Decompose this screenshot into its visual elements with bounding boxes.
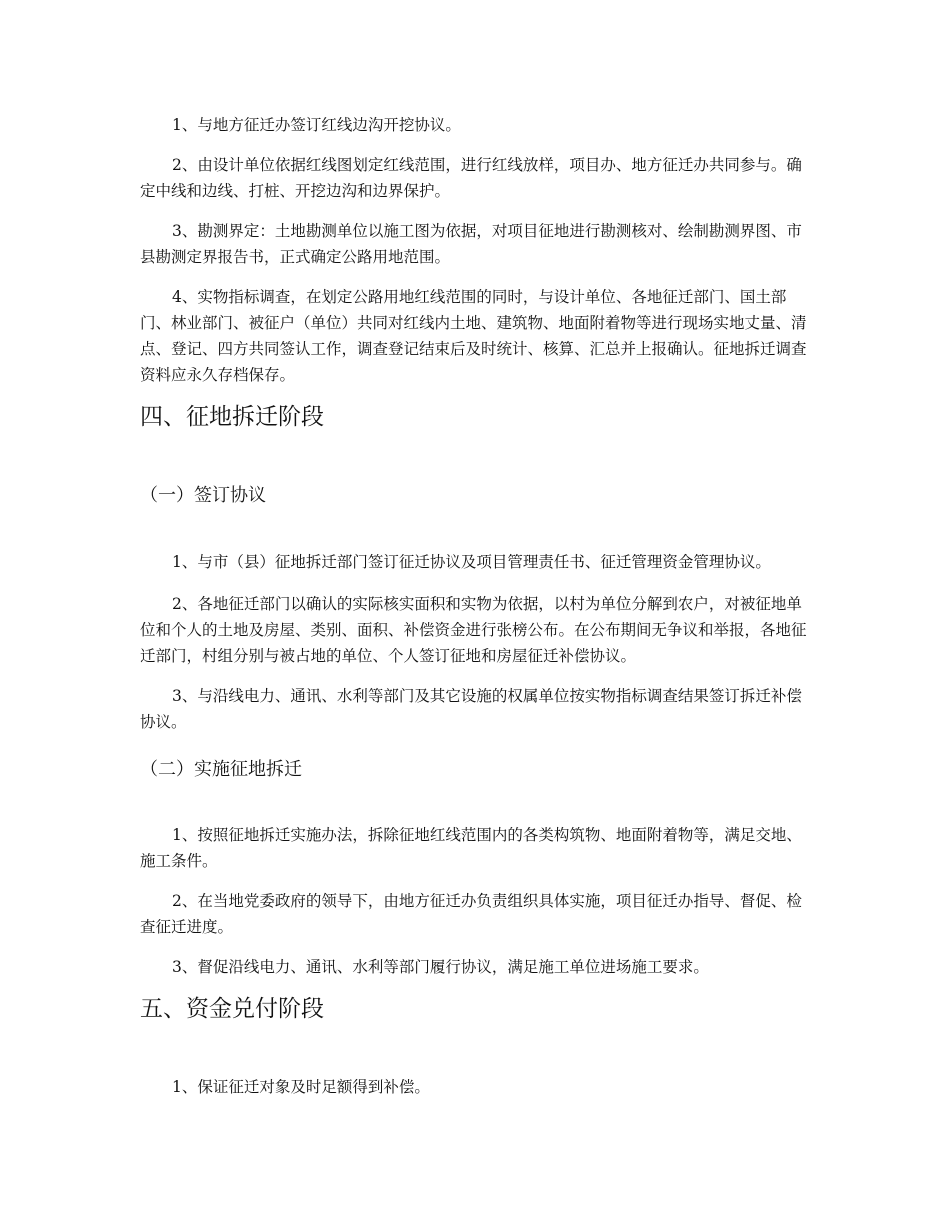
- subsection-heading: （一）签订协议: [140, 485, 266, 506]
- section-heading: 五、资金兑付阶段: [140, 996, 324, 1022]
- paragraph: 1、与地方征迁办签订红线边沟开挖协议。: [172, 116, 461, 134]
- paragraph: 4、实物指标调查，在划定公路用地红线范围的同时，与设计单位、各地征迁部门、国土部门、林业部门、被征户（单位）共同对红线内土地、建筑物、地面附着物等进行现场实地丈量、清点、登记、四方共同签认工作，调查登记结束后及时统计、核算、汇总并上报确认。征地拆迁调查资料应永久存档保存。: [140, 288, 807, 384]
- section-heading: 四、征地拆迁阶段: [140, 404, 324, 430]
- paragraph: 1、按照征地拆迁实施办法，拆除征地红线范围内的各类构筑物、地面附着物等，满足交地、施工条件。: [140, 826, 802, 870]
- paragraph: 2、在当地党委政府的领导下，由地方征迁办负责组织具体实施，项目征迁办指导、督促、检查征迁进度。: [140, 892, 802, 936]
- paragraph: 3、勘测界定：土地勘测单位以施工图为依据，对项目征地进行勘测核对、绘制勘测界图、市县勘测定界报告书，正式确定公路用地范围。: [140, 222, 802, 266]
- paragraph: 1、与市（县）征地拆迁部门签订征迁协议及项目管理责任书、征迁管理资金管理协议。: [172, 553, 771, 571]
- paragraph: 3、督促沿线电力、通讯、水利等部门履行协议，满足施工单位进场施工要求。: [172, 958, 709, 976]
- paragraph: 2、各地征迁部门以确认的实际核实面积和实物为依据，以村为单位分解到农户，对被征地单位和个人的土地及房屋、类别、面积、补偿资金进行张榜公布。在公布期间无争议和举报，各地征迁部门，村组分别与被占地的单位、个人签订征地和房屋征迁补偿协议。: [140, 595, 807, 665]
- paragraph: 2、由设计单位依据红线图划定红线范围，进行红线放样，项目办、地方征迁办共同参与。确定中线和边线、打桩、开挖边沟和边界保护。: [140, 156, 802, 200]
- paragraph: 3、与沿线电力、通讯、水利等部门及其它设施的权属单位按实物指标调查结果签订拆迁补偿协议。: [140, 687, 802, 731]
- subsection-heading: （二）实施征地拆迁: [140, 759, 302, 780]
- paragraph: 1、保证征迁对象及时足额得到补偿。: [172, 1078, 430, 1096]
